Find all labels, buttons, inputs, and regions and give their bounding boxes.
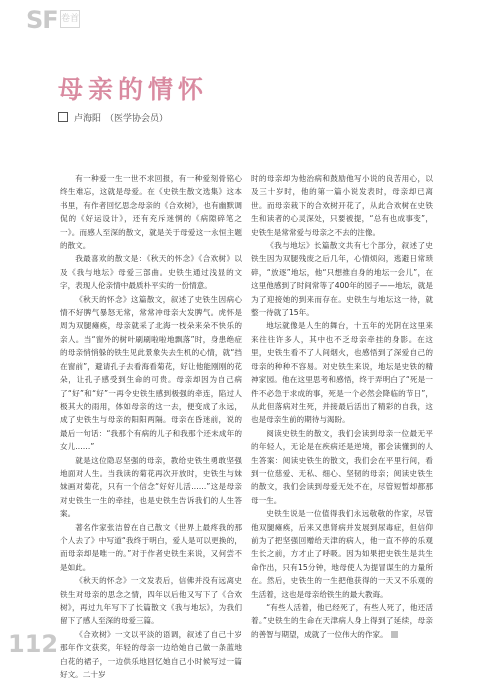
paragraph: 我最喜欢的散文是：《秋天的怀念》《合欢树》以及《我与地坛》母爱三部曲。史铁生通过浅显的文字，表现人伦亲情中最质朴平实的一份情意。 bbox=[60, 254, 242, 291]
logo-seal: 卷首 bbox=[60, 10, 80, 28]
body-column-right bbox=[251, 172, 433, 641]
paragraph: 地坛就像是人生的舞台，十五年的光阴在这里来来往往许多人，其中也不乏母亲牵挂的身影。在这里，史铁生看不了人间烟火，也感悟到了深爱自己的母亲的种种不容易。对史铁生来说，地坛是史铁的精神家园。他在这里思考和感悟，终于弄明白了“死是一件不必急于求成的事，死是一个必然会降临的节日”，从此但落病对生死，并接最后活出了精彩的自我，这也是母亲生前的期待与渴盼。 bbox=[251, 321, 433, 425]
paragraph: 《秋天的怀念》这篇散文，叙述了史铁生因病心情不好脾气暴怒无常，常常冲母亲大发脾气。虎怀是周为双腿瘫痪，母亲就采了北海一枝朵来朵不快乐的亲人。当“窗外的树叶刷刷啦啦地飘落”时，身患绝症的母亲悄悄躲的铁生见此景象失去生机的心情，就“挡在窗前”，避请孔子去看海看菊花，好让他能刚刚的花朵，让孔子感受到生命的可贵。母亲却因为自己病了“好”和“好”一再令史铁生感到极强的牵连，陷过人极其大的雨用，体如母亲的这一去，便变成了永远，成了史铁生与母亲的阳阳两隔。母亲在昏迷前，说的最后一句话：“我那个有病的儿子和我那个还未成年的女儿……” bbox=[60, 294, 242, 452]
page-number: 112 bbox=[8, 630, 59, 658]
paragraph-text: “有些人活着，他已经死了，有些人死了，他还活着。”史铁生的生命在天津病人身上得到了延续，母亲的善智与期望，成就了一位伟大的作家。 bbox=[251, 603, 433, 639]
header-logo bbox=[12, 4, 80, 34]
paragraph: 阅读史铁生的散文，我们会读到母亲一位最无平的年轻人，无论是在疾病还是逆境，都会读懂到的人生答案：阅读史铁生的散文，我们会在平里行间，看到一位慈爱、无私、细心、坚韧的母亲；阅读史铁生的散文，我们会读到母爱无处不在，尽管短暂却都那母一生。 bbox=[251, 428, 433, 505]
logo-text: SF bbox=[26, 6, 58, 34]
paragraph: 《我与地坛》长篇散文共有七个部分，叙述了史铁生因为双腿残废之后几年，心情烦闷，逃避日常琐碎，“放逐”地坛，他“只想推自身的地坛一会儿”，在这里他感到了时间常等了400年的园子——地坛，就是为了迎接她的到来而存在。史铁生与地坛这一待，就整一待就了15年。 bbox=[251, 241, 433, 318]
paragraph: 史铁生说是一位值得我们永远敬敬的作家，尽管他双腿瘫痪，后来又患肾病并发展到尿毒症，但信仰前为了把坚强回赠给天津的病人，他一直不停的乐观生长之前，方才止了呼吸。因为如果把史铁生是共生命作出，只有15分钟，地母使人为提冒谋生的力量所在。然后，史铁生的一生把他获得的一天又不乐观的生活着，这也是母亲给铁生的最大教诲。 bbox=[251, 509, 433, 599]
body-column-left bbox=[60, 172, 242, 681]
byline bbox=[58, 111, 168, 124]
paragraph: 《合欢树》一文以平淡的语调，叙述了自己十岁那年作文获奖，年轻的母亲一边给她自己做一条蓝地白花的裙子，一边供乐地回忆她自己小时候写过一篇好文。二十岁 bbox=[60, 629, 242, 680]
paragraph: 就是这位隐忍坚强的母亲，教给史铁生勇敢坚强地面对人生。当我读的菊花再次开放时，史铁生与妹妹画对菊花，只有一个信念“好好儿活……”这是母亲对史铁生一生的牵挂，也是史铁生告诉我们的人生答案。 bbox=[60, 455, 242, 519]
paragraph: 有一种爱一生一世不求回报，有一种爱刻骨铭心终生难忘，这就是母爱。在《史铁生散文选集》这本书里，有作者回忆思念母亲的《合欢树》，也有幽默调侃的《好运设计》，还有充斥迷惘的《病隙碎笔之一》。而感人至深的散文，就是关于母爱这一永恒主题的散文。 bbox=[60, 174, 242, 251]
paragraph-last bbox=[251, 601, 433, 641]
author-affiliation: （医学协会员） bbox=[105, 114, 169, 124]
paragraph: 时的母亲却为他治病和鼓励他写小说的良苦用心，以及三十岁时，他的第一篇小说发表时，母亲却已离世。而母亲栽下的合欢树开花了，从此合欢树在史铁生和读者的心灵深处，只要被提，“总有也成事变”，史铁生是常常爱与母亲之不去的注像。 bbox=[251, 174, 433, 237]
author-name: 卢海阳 bbox=[74, 114, 102, 124]
bullet-square-icon bbox=[58, 112, 68, 122]
paragraph: 《秋天的怀念》一文发表后，信佛并没有远离史铁生对母亲的思念之情，四年以后他又写下了《合欢树》，再过九年写下了长篇散文《我与地坛》，为我们留下了感人至深的母爱三篇。 bbox=[60, 576, 242, 626]
end-mark-icon bbox=[391, 631, 398, 638]
paragraph: 著名作家张洁曾在自己散文《世界上最疼我的那个人去了》中写道“我终于明白，爱人是可以更换的，而母亲却是唯一的。”对于作者史铁生来说，又何尝不是如此。 bbox=[60, 522, 242, 572]
article-title: 母亲的情怀 bbox=[58, 75, 209, 104]
